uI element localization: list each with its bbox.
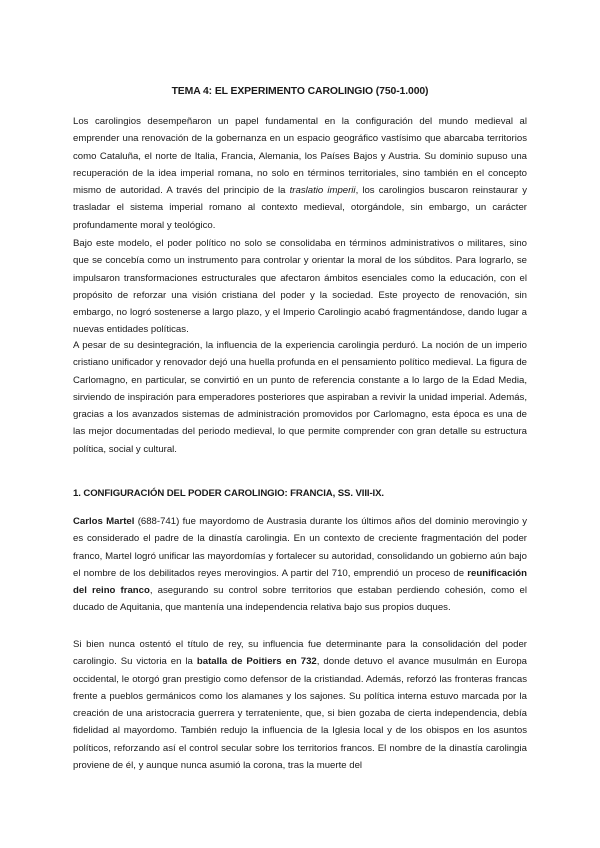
section-1-paragraph-1	[73, 513, 527, 617]
p1-text-b: , los carolingios buscaron reinstaurar y trasladar el sistema imperial romano al contexto medieval, otorgándole, sin embargo, un carácter profundamente moral y teológico.	[73, 185, 527, 231]
section-1-heading: 1. CONFIGURACIÓN DEL PODER CAROLINGIO: FRANCIA, SS. VIII-IX.	[73, 488, 384, 499]
intro-paragraph-1	[73, 113, 527, 234]
p1-text-a: Los carolingios desempeñaron un papel fundamental en la configuración del mundo medieval al emprender una renovación de la gobernanza en un espacio geográfico vastísimo que abarcaba territorios como Cataluña, el norte de Italia, Francia, Alemania, los Países Bajos y Austria. Su dominio supuso una recuperación de la idea imperial romana, no solo en términos territoriales, sino también en el concepto mismo de autoridad. A través del principio de la	[73, 116, 527, 197]
intro-paragraph-3: A pesar de su desintegración, la influencia de la experiencia carolingia perduró. La noción de un imperio cristiano unificador y renovador dejó una huella profunda en el pensamiento político medieval. La figura de Carlomagno, en particular, se convirtió en un punto de referencia constante a lo largo de la Edad Media, sirviendo de inspiración para emperadores posteriores que aspiraban a revivir la unidad imperial. Además, gracias a los avanzados sistemas de administración promovidos por Carlomagno, esta época es una de las mejor documentadas del periodo medieval, lo que permite comprender con gran detalle su estructura política, social y cultural.	[73, 340, 527, 455]
p5-text-a: Si bien nunca ostentó el título de rey, su influencia fue determinante para la consolidación del poder carolingio. Su victoria en la	[73, 639, 527, 668]
p4-bold-phrase: reunificación del reino franco	[73, 567, 527, 597]
p4-name: Carlos Martel	[73, 516, 135, 527]
section-1-paragraph-2	[73, 636, 527, 774]
p1-italic-term: traslatio imperii	[289, 185, 356, 197]
p4-text-a: (688-741) fue mayordomo de Austrasia durante los últimos años del dominio merovingio y es considerado el padre de la dinastía carolingia. En un contexto de creciente fragmentación del poder franco, Martel logró unificar las mayordomías y fortalecer su autoridad, consolidando un gobierno aún bajo el nombre de los debilitados reyes merovingios. A partir del 710, emprendió un proceso de	[73, 516, 527, 579]
p4-text-b: , asegurando su control sobre territorios que estaban perdiendo cohesión, como el ducado de Aquitania, que mantenía una independencia relativa bajo sus propios duques.	[73, 585, 528, 614]
p5-text-b: , donde detuvo el avance musulmán en Europa occidental, le otorgó gran prestigio como defensor de la cristiandad. Además, reforzó las fronteras francas frente a pueblos germánicos como los alamanes y los sajones. Su política interna estuvo marcada por la creación de una aristocracia guerrera y terrateniente, que, si bien gozaba de cierta independencia, debía fidelidad al mayordomo. También redujo la influencia de la Iglesia local y de los obispos en los asuntos políticos, reforzando así el control secular sobre los territorios francos. El nombre de la dinastía carolingia proviene de él, y aunque nunca asumió la corona, tras la muerte del	[73, 656, 527, 772]
intro-paragraph-2: Bajo este modelo, el poder político no solo se consolidaba en términos administrativos o militares, sino que se concebía como un instrumento para controlar y orientar la moral de los súbditos. Para lograrlo, se impulsaron transformaciones estructurales que afectaron ámbitos esenciales como la educación, con el propósito de reforzar una visión cristiana del poder y la sociedad. Este proyecto de renovación, sin embargo, no logró sostenerse a largo plazo, y el Imperio Carolingio acabó fragmentándose, dando lugar a nuevas entidades políticas.	[73, 238, 527, 336]
p5-bold-phrase: batalla de Poitiers en 732	[196, 656, 317, 668]
document-title: TEMA 4: EL EXPERIMENTO CAROLINGIO (750-1.000)	[171, 86, 429, 97]
